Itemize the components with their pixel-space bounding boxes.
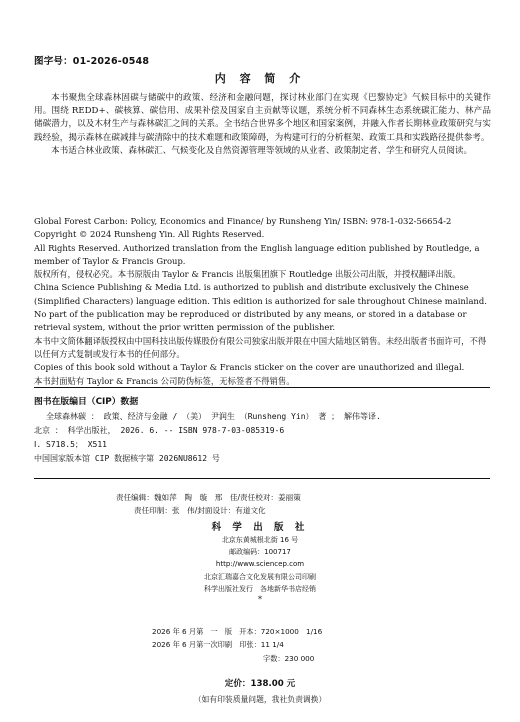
publisher-name: 科 学 出 版 社	[211, 522, 309, 533]
cip-line: 全球森林碳 ： 政策、经济与金融 / （美） 尹润生 （Runsheng Yin） 著 ； 解伟等译.	[46, 412, 381, 421]
printer-name: 北京汇瑞嘉合文化发展有限公司印刷	[204, 572, 316, 581]
separator-asterisk: *	[258, 595, 262, 605]
copyright-paragraph: 版权所有，侵权必究。本书原版由 Taylor & Francis 出版集团旗下 Routledge 出版公司出版，并授权翻译出版。	[34, 269, 461, 280]
copyright-paragraph: 本书中文简体翻译版授权由中国科技出版传媒股份有限公司独家出版并限在中国大陆地区销售。未经出版者书面许可，不得以任何方式复制或发行本书的任何部分。	[34, 335, 487, 359]
copyright-paragraph: 本书封面贴有 Taylor & Francis 公司防伪标签，无标签者不得销售。	[34, 375, 295, 386]
cip-bottom-rule	[34, 478, 490, 479]
printing-sheets: 2026 年 6 月第一次印刷 印张：11 1/4	[152, 640, 284, 650]
credits-production: 责任印制：张 伟/封面设计：有道文化	[134, 506, 266, 516]
summary-title: 内 容 简 介	[214, 72, 306, 85]
summary-body	[34, 92, 491, 158]
printing-info	[0, 625, 520, 665]
copyright-paragraph: Global Forest Carbon: Policy, Economics and Finance/ by Runsheng Yin/ ISBN: 978-1-032-56654-2	[34, 216, 452, 226]
cip-top-rule	[34, 387, 490, 388]
publisher-website: http://www.sciencep.com	[215, 560, 305, 569]
cip-line: 中国国家版本馆 CIP 数据核字第 2026NU8612 号	[34, 454, 220, 463]
cip-line: 北京 ： 科学出版社， 2026. 6. -- ISBN 978-7-03-085319-6	[34, 426, 285, 435]
price: 定价：138.00 元	[224, 679, 296, 689]
summary-paragraph: 本书聚焦全球森林固碳与储碳中的政策、经济和金融问题，探讨林业部门在实现《巴黎协定》气候目标中的关键作用。围绕 REDD+、碳核算、碳信用、成果补偿及国家自主贡献等议题，系统分析不同森林生态系统碳汇能力、林产品储碳潜力，以及木材生产与森林碳汇之间的关系。全书结合世界多个地区和国家案例，并融入作者长期林业政策研究与实践经验，揭示森林在碳减排与碳清除中的技术难题和政策障碍，为构建可行的分析框架、政策工具和实践路径提供参考。	[34, 93, 491, 143]
copyright-paragraph: All Rights Reserved. Authorized translation from the English language edition published by Routledge, a member of Taylor & Francis Group.	[34, 242, 480, 266]
contract-number: 图字号：01-2026-0548	[34, 56, 150, 67]
credits-editors: 责任编辑：魏如萍 陶 璇 邢 佳/责任校对：姜丽策	[116, 493, 301, 502]
publisher-address: 北京东黄城根北街 16 号	[221, 536, 299, 544]
copyright-paragraph: Copies of this book sold without a Taylor & Francis sticker on the cover are unauthorized and illegal.	[34, 362, 465, 373]
copyright-paragraph: Copyright © 2024 Runsheng Yin. All Rights Reserved.	[34, 229, 265, 240]
quality-notice: （如有印装质量问题，我社负责调换）	[193, 695, 327, 704]
cip-line: Ⅰ. S718.5； X511	[34, 440, 107, 449]
edition-format: 2026 年 6 月第 一 版 开本：720×1000 1/16	[152, 627, 323, 636]
cip-heading: 图书在版编目（CIP）数据	[34, 397, 139, 407]
publisher-postcode: 邮政编码：100717	[229, 548, 291, 557]
publisher-block	[0, 519, 520, 605]
editorial-credits	[0, 491, 520, 518]
summary-paragraph: 本书适合林业政策、森林碳汇、气候变化及自然资源管理等领域的从业者、政策制定者、学生和研究人员阅读。	[51, 145, 473, 156]
cip-record	[34, 410, 490, 466]
word-count: 字数：230 000	[263, 653, 315, 663]
copyright-paragraph: China Science Publishing & Media Ltd. is authorized to publish and distribute exclusively the Chinese (Simplified Characters) language edition. This edition is authorized for sale throughout Chinese mainland. No part of the publication may be reproduced or distributed by any means, or stored in a database or retrieval system, without the prior written permission of the publisher.	[34, 282, 487, 333]
copyright-statement	[34, 215, 493, 388]
distribution-info: 科学出版社发行 各地新华书店经销	[204, 584, 316, 593]
